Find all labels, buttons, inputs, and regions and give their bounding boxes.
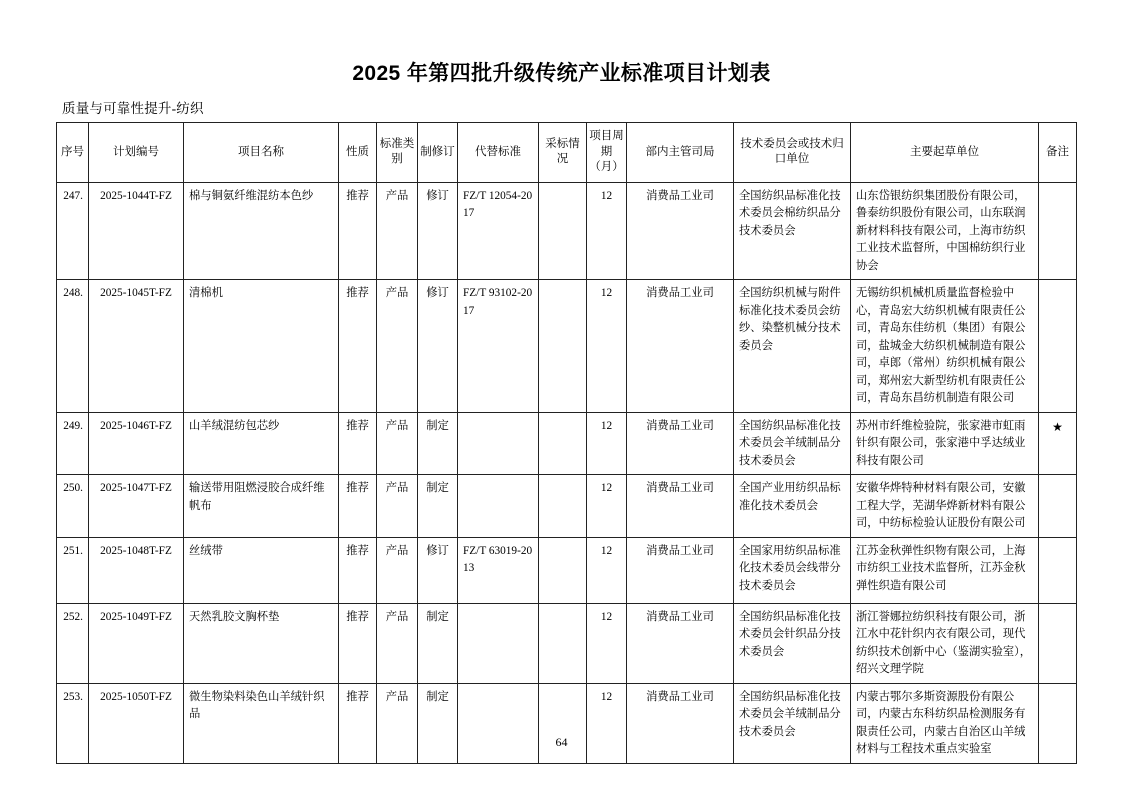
cell-period: 12: [587, 280, 627, 413]
page-title: 2025 年第四批升级传统产业标准项目计划表: [352, 62, 771, 85]
column-header-rev-type: 制修订: [418, 123, 458, 183]
cell-replaced-std: FZ/T 12054-2017: [458, 182, 539, 280]
cell-tech-committee: 全国纺织品标准化技术委员会羊绒制品分技术委员会: [734, 683, 851, 763]
cell-std-category: 产品: [377, 537, 418, 603]
cell-remark: [1039, 280, 1077, 413]
cell-project-name: 丝绒带: [184, 537, 339, 603]
cell-nature: 推荐: [339, 412, 377, 475]
cell-rev-type: 修订: [418, 537, 458, 603]
cell-plan-no: 2025-1050T-FZ: [89, 683, 184, 763]
cell-plan-no: 2025-1044T-FZ: [89, 182, 184, 280]
cell-plan-no: 2025-1046T-FZ: [89, 412, 184, 475]
cell-drafters: 安徽华烨特种材料有限公司，安徽工程大学，芜湖华烨新材料有限公司，中纺标检验认证股份有限公司: [851, 475, 1039, 538]
cell-plan-no: 2025-1049T-FZ: [89, 603, 184, 683]
cell-tech-committee: 全国纺织品标准化技术委员会羊绒制品分技术委员会: [734, 412, 851, 475]
cell-std-category: 产品: [377, 280, 418, 413]
cell-replaced-std: FZ/T 63019-2013: [458, 537, 539, 603]
cell-adopt-status: [539, 537, 587, 603]
cell-seq: 250.: [57, 475, 89, 538]
cell-remark: [1039, 537, 1077, 603]
cell-dept: 消费品工业司: [627, 412, 734, 475]
cell-tech-committee: 全国家用纺织品标准化技术委员会线带分技术委员会: [734, 537, 851, 603]
cell-nature: 推荐: [339, 475, 377, 538]
cell-rev-type: 修订: [418, 280, 458, 413]
cell-seq: 251.: [57, 537, 89, 603]
cell-dept: 消费品工业司: [627, 182, 734, 280]
table-row: [57, 537, 1077, 603]
standards-plan-table: [56, 122, 1077, 764]
column-header-std-category: 标准类别: [377, 123, 418, 183]
cell-remark: [1039, 475, 1077, 538]
cell-adopt-status: [539, 603, 587, 683]
cell-seq: 247.: [57, 182, 89, 280]
cell-replaced-std: FZ/T 93102-2017: [458, 280, 539, 413]
cell-period: 12: [587, 683, 627, 763]
cell-drafters: 内蒙古鄂尔多斯资源股份有限公司，内蒙古东科纺织品检测服务有限责任公司，内蒙古自治区山羊绒材料与工程技术重点实验室: [851, 683, 1039, 763]
column-header-period: 项目周期（月）: [587, 123, 627, 183]
cell-rev-type: 制定: [418, 683, 458, 763]
column-header-adopt-status: 采标情况: [539, 123, 587, 183]
page-number: 64: [555, 735, 568, 749]
cell-dept: 消费品工业司: [627, 537, 734, 603]
cell-project-name: 清棉机: [184, 280, 339, 413]
column-header-plan-no: 计划编号: [89, 123, 184, 183]
cell-replaced-std: [458, 683, 539, 763]
cell-remark: [1039, 683, 1077, 763]
cell-plan-no: 2025-1047T-FZ: [89, 475, 184, 538]
table-row: [57, 475, 1077, 538]
cell-seq: 252.: [57, 603, 89, 683]
cell-std-category: 产品: [377, 683, 418, 763]
cell-project-name: 天然乳胶文胸杯垫: [184, 603, 339, 683]
cell-nature: 推荐: [339, 537, 377, 603]
cell-seq: 249.: [57, 412, 89, 475]
cell-period: 12: [587, 182, 627, 280]
cell-std-category: 产品: [377, 603, 418, 683]
cell-tech-committee: 全国纺织机械与附件标准化技术委员会纺纱、染整机械分技术委员会: [734, 280, 851, 413]
table-row: [57, 412, 1077, 475]
cell-replaced-std: [458, 475, 539, 538]
table-header: [57, 123, 1077, 183]
table-header-row: [57, 123, 1077, 183]
cell-adopt-status: [539, 412, 587, 475]
column-header-nature: 性质: [339, 123, 377, 183]
table-row: [57, 603, 1077, 683]
column-header-remark: 备注: [1039, 123, 1077, 183]
cell-adopt-status: [539, 683, 587, 763]
cell-adopt-status: [539, 182, 587, 280]
cell-drafters: 山东岱银纺织集团股份有限公司，鲁泰纺织股份有限公司，山东联润新材料科技有限公司，上海市纺织工业技术监督所，中国棉纺织行业协会: [851, 182, 1039, 280]
cell-drafters: 浙江誉娜拉纺织科技有限公司，浙江水中花针织内衣有限公司，现代纺织技术创新中心（鉴湖实验室），绍兴文理学院: [851, 603, 1039, 683]
cell-tech-committee: 全国纺织品标准化技术委员会棉纺织品分技术委员会: [734, 182, 851, 280]
cell-seq: 253.: [57, 683, 89, 763]
cell-dept: 消费品工业司: [627, 280, 734, 413]
cell-drafters: 江苏金秋弹性织物有限公司，上海市纺织工业技术监督所，江苏金秋弹性织造有限公司: [851, 537, 1039, 603]
table-row: [57, 182, 1077, 280]
cell-std-category: 产品: [377, 182, 418, 280]
cell-nature: 推荐: [339, 603, 377, 683]
cell-period: 12: [587, 475, 627, 538]
table-body: [57, 182, 1077, 763]
cell-plan-no: 2025-1045T-FZ: [89, 280, 184, 413]
cell-remark: [1039, 182, 1077, 280]
table-row: [57, 280, 1077, 413]
cell-drafters: 苏州市纤维检验院，张家港市虹雨针织有限公司，张家港中孚达绒业科技有限公司: [851, 412, 1039, 475]
cell-replaced-std: [458, 603, 539, 683]
cell-drafters: 无锡纺织机械机质量监督检验中心，青岛宏大纺织机械有限责任公司，青岛东佳纺机（集团）有限公司，盐城金大纺织机械制造有限公司，卓郎（常州）纺织机械有限公司，郑州宏大新型纺机有限责任公司，青岛东昌纺机制造有限公司: [851, 280, 1039, 413]
cell-tech-committee: 全国产业用纺织品标准化技术委员会: [734, 475, 851, 538]
column-header-tech-committee: 技术委员会或技术归口单位: [734, 123, 851, 183]
cell-seq: 248.: [57, 280, 89, 413]
cell-project-name: 棉与铜氨纤维混纺本色纱: [184, 182, 339, 280]
cell-project-name: 输送带用阻燃浸胶合成纤维帆布: [184, 475, 339, 538]
cell-rev-type: 修订: [418, 182, 458, 280]
cell-remark: ★: [1039, 412, 1077, 475]
column-header-replaced-std: 代替标准: [458, 123, 539, 183]
column-header-drafters: 主要起草单位: [851, 123, 1039, 183]
cell-period: 12: [587, 412, 627, 475]
cell-period: 12: [587, 603, 627, 683]
cell-nature: 推荐: [339, 182, 377, 280]
cell-replaced-std: [458, 412, 539, 475]
cell-tech-committee: 全国纺织品标准化技术委员会针织品分技术委员会: [734, 603, 851, 683]
cell-project-name: 微生物染料染色山羊绒针织品: [184, 683, 339, 763]
cell-dept: 消费品工业司: [627, 603, 734, 683]
section-subtitle: 质量与可靠性提升-纺织: [62, 101, 204, 116]
cell-rev-type: 制定: [418, 475, 458, 538]
cell-adopt-status: [539, 280, 587, 413]
cell-period: 12: [587, 537, 627, 603]
cell-project-name: 山羊绒混纺包芯纱: [184, 412, 339, 475]
cell-rev-type: 制定: [418, 412, 458, 475]
table-row: [57, 683, 1077, 763]
cell-remark: [1039, 603, 1077, 683]
cell-adopt-status: [539, 475, 587, 538]
cell-rev-type: 制定: [418, 603, 458, 683]
column-header-dept: 部内主管司局: [627, 123, 734, 183]
cell-plan-no: 2025-1048T-FZ: [89, 537, 184, 603]
cell-nature: 推荐: [339, 683, 377, 763]
cell-dept: 消费品工业司: [627, 475, 734, 538]
cell-std-category: 产品: [377, 412, 418, 475]
column-header-seq: 序号: [57, 123, 89, 183]
column-header-project-name: 项目名称: [184, 123, 339, 183]
cell-std-category: 产品: [377, 475, 418, 538]
cell-nature: 推荐: [339, 280, 377, 413]
cell-dept: 消费品工业司: [627, 683, 734, 763]
